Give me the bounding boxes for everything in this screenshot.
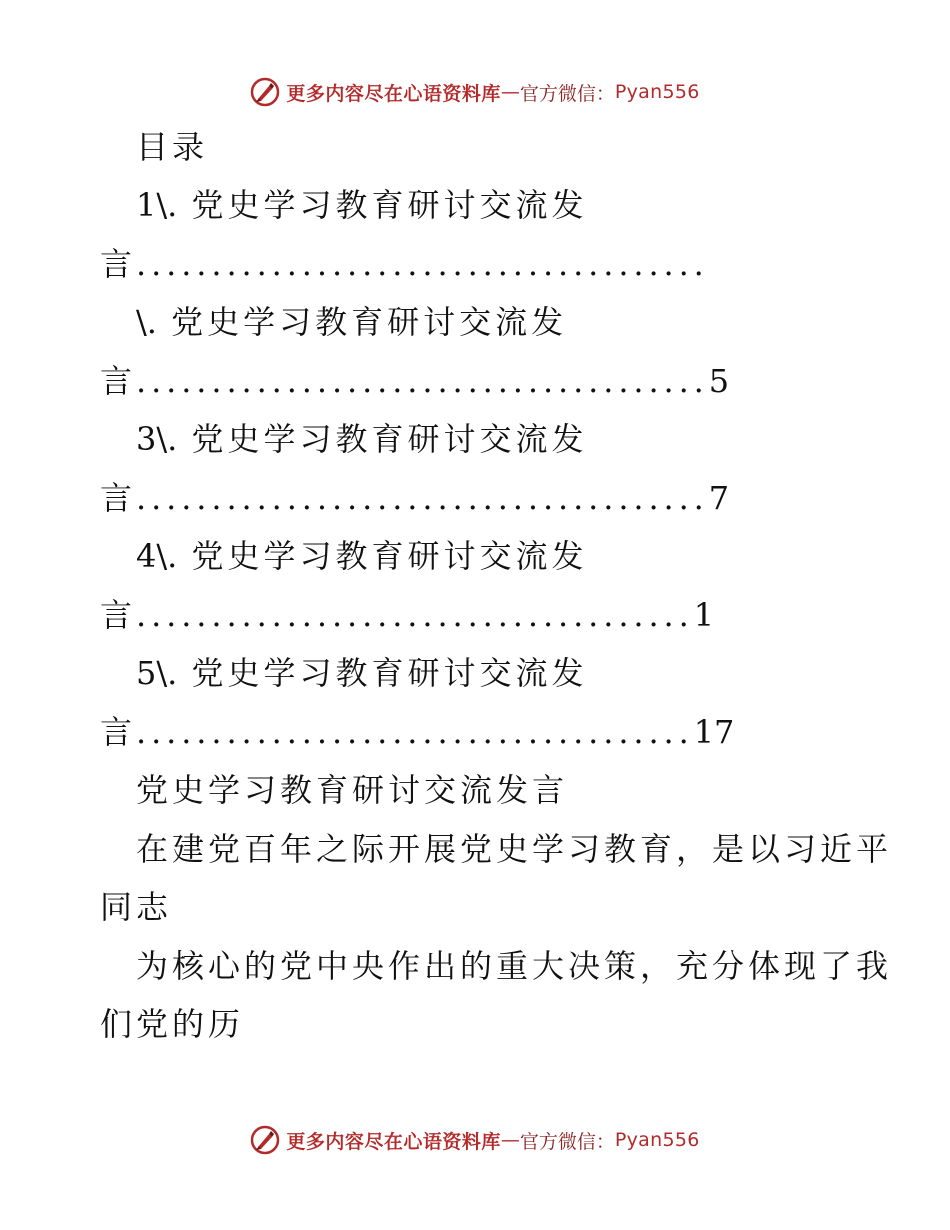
toc-entry-continuation: 言 bbox=[100, 362, 137, 400]
toc-entry-number: 4\. bbox=[136, 537, 178, 575]
pen-logo-icon bbox=[250, 1125, 280, 1155]
toc-leader-dots: ..................................... bbox=[136, 596, 694, 634]
banner-wechat-id: Pyan556 bbox=[614, 81, 700, 103]
toc-entry-2[interactable] bbox=[136, 302, 567, 342]
banner-wechat-label: 官方微信： bbox=[519, 1130, 615, 1153]
toc-entry-title: 党史学习教育研讨交流发 bbox=[171, 303, 568, 341]
toc-entry-number: 3\. bbox=[136, 420, 178, 458]
toc-entry-3[interactable] bbox=[136, 419, 588, 459]
toc-entry-title: 党史学习教育研讨交流发 bbox=[191, 420, 588, 458]
toc-entry-1[interactable] bbox=[136, 185, 588, 225]
banner-separator: — bbox=[500, 81, 520, 103]
toc-entry-continuation: 言 bbox=[100, 479, 137, 517]
toc-leader-dots: ...................................... bbox=[136, 479, 709, 517]
paragraph-2-line-2: 们党的历 bbox=[100, 1005, 245, 1043]
toc-entry-number: 5\. bbox=[136, 654, 178, 692]
pen-logo-icon bbox=[250, 77, 280, 107]
toc-entry-4-leader-line[interactable] bbox=[100, 595, 714, 635]
toc-page-number: 7 bbox=[708, 479, 730, 517]
toc-entry-title: 党史学习教育研讨交流发 bbox=[191, 654, 588, 692]
banner-separator: — bbox=[500, 1129, 520, 1151]
toc-entry-2-leader-line[interactable] bbox=[100, 361, 729, 401]
header-banner bbox=[0, 72, 950, 112]
toc-page-number: 1 bbox=[693, 596, 715, 634]
banner-main-text: 更多内容尽在心语资料库 bbox=[286, 1130, 501, 1153]
toc-entry-4[interactable] bbox=[136, 536, 588, 576]
toc-entry-number: 1\. bbox=[136, 186, 178, 224]
section-title: 党史学习教育研讨交流发言 bbox=[136, 771, 569, 809]
paragraph-2-line-1: 为核心的党中央作出的重大决策，充分体现了我 bbox=[136, 947, 893, 985]
toc-leader-dots: ...................................... bbox=[136, 362, 709, 400]
paragraph-1-line-2: 同志 bbox=[100, 888, 173, 926]
toc-entry-continuation: 言 bbox=[100, 713, 137, 751]
toc-entry-title: 党史学习教育研讨交流发 bbox=[191, 537, 588, 575]
toc-entry-title: 党史学习教育研讨交流发 bbox=[191, 186, 588, 224]
toc-page-number: 17 bbox=[693, 713, 735, 751]
toc-entry-5[interactable] bbox=[136, 653, 588, 693]
banner-wechat-id: Pyan556 bbox=[614, 1129, 700, 1151]
paragraph-1-line-1: 在建党百年之际开展党史学习教育，是以习近平 bbox=[136, 830, 893, 868]
toc-entry-number: \. bbox=[136, 303, 157, 341]
toc-entry-1-leader-line[interactable] bbox=[100, 244, 709, 284]
toc-heading: 目录 bbox=[136, 128, 209, 166]
banner-wechat-label: 官方微信： bbox=[519, 82, 615, 105]
toc-page-number: 5 bbox=[708, 362, 730, 400]
toc-entry-continuation: 言 bbox=[100, 245, 137, 283]
toc-entry-3-leader-line[interactable] bbox=[100, 478, 729, 518]
toc-leader-dots: ..................................... bbox=[136, 713, 694, 751]
toc-entry-continuation: 言 bbox=[100, 596, 137, 634]
footer-banner bbox=[0, 1120, 950, 1160]
toc-leader-dots: ...................................... bbox=[136, 245, 709, 283]
banner-main-text: 更多内容尽在心语资料库 bbox=[286, 82, 501, 105]
toc-entry-5-leader-line[interactable] bbox=[100, 712, 734, 752]
